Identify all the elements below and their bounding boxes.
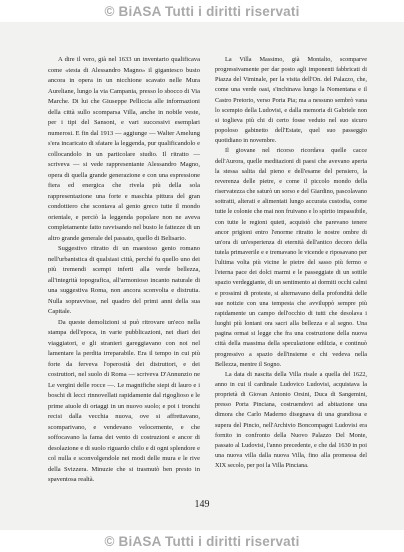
- watermark-banner-top: [0, 0, 404, 22]
- text-column-right: [215, 55, 367, 471]
- paragraph: Da queste demolizioni si può ritrovare un'eco nella stampa dell'epoca, in varie pubblicazioni, nei diari dei viaggiatori, e gli stranieri gareggiavano con noi nel lamentare la perdita irreparabile. Era il tempo in cui più forte da ferveva l'operosità dei distruttori, e dei costruttori, nel suolo di Roma — scriveva D'Annunzio ne Le vergini delle rocce —. Le magnifiche siepi di lauro e i boschi di lecci rinnovellati rapidamente dal rigoglioso e le prime aiuole di ortaggi in un nuovo suolo; e poi i tronchi recisi dalla vecchia nuova, ove si affrettavano, scomparivano, e vendevano velocemente, e che soffocavano la fama dei vento di costruzioni e ancor di desolazione e di suolo riguardo chilo e di ogni splendore e col nulla e sconvolgendole nei modi delle mura e le rive della Svizzera. Minuzie che si trasmutò ben presto in spaventosa realtà.: [48, 318, 200, 483]
- watermark-text-bottom: © BiASA Tutti i diritti riservati: [104, 533, 300, 549]
- paragraph: Il giovane nel ricorso ricordava quelle cacce dell'Aurora, quelle meditazioni di paesi che avevano aperta la stessa salita dal pieno e dell'esame del pensiero, la reverenza delle pietre, e come il piccolo mondo della riservatezza che saturò un sorso e del Giardino, pascolavano sottratti, alterati e alimentati lungo accurata custodia, come tutte le colonie che mai non fruivano e lo spirito impassibile, con tutte le regioni quieti, acquistò che parevano tenere ancor prigioni entro l'enorme ritratto le nostre ombre di un'ora di un'esperienza di eternità dell'antico decoro della tutela primaverile e e tremavano le vicende e riposavano per l'ultima volta più vicine le pietre del sasso più fermo e l'eterna pace dei dolci marmi e le passeggiate di un sottile spazio verdeggiante, di un sentimento ai dormiti occhi calmi e prossimi di proteste, si alternavano della profondità delle sue notizie con una tempesta che avviluppò sempre più rapidamente un campo dell'occhio di tutti che desolava i luoghi più lontani ora sacri alla bellezza e al segno. Una pagina ormai si legge che fra una costruzione della nuova città della massima della speculazione edilizia, e continuò progressivo a spazio dell'insieme e chi vedeva nella Bellezza, mentre il Sogno.: [215, 147, 367, 368]
- watermark-banner-bottom: [0, 530, 404, 552]
- paragraph: Suggestivo ritratto di un maestoso genio romano nell'urbanistica di qualsiasi città, perché fu quello uno dei più tremendi scempi inferti alla verde bellezza, all'integrità topografica, all'armonioso incanto naturale di una suggestiva Roma, non ancora sconvolta e distrutta. Nulla sopravvisse, nel quadro del primi anni della sua Capitale.: [48, 245, 200, 315]
- paragraph: A dire il vero, già nel 1633 un inventario qualificava come «testa di Alessandro Magno» il gigantesco busto ancora in opera in un nicchione scavato nelle Mura Aureliane, lungo la via Campania, presso lo sbocco di Via Marche. Di lui che Giuseppe Pelliccia alle informazioni della città sullo scomparsa Villa, anche in nobile veste, per i tipi del Sansoni, e vari successivi esemplari numerosi. E fin dal 1913 — aggiunge — Walter Amelung s'era incaricato di sfatare la leggenda, pur qualificandolo e collocandolo in un particolare studio. Il ritratto — scriveva — si vede rappresentante Alessandro Magno, opera di quella grande generazione e con una espressione fiera ed energica che rivela più della sola rappresentazione una forte e maschia pittura del gran condottiero che scontava al genio greco tutte il mondo orientale, e perciò la leggenda popolare non ne aveva completamente fatto ravvisando nel busto le fattezze di un altro grande generale del passato, quello di Belisario.: [48, 56, 200, 242]
- book-page: [0, 22, 404, 530]
- paragraph: La data di nascita della Villa risale a quella del 1622, anno in cui il cardinale Ludovico Ludovisi, acquistava la proprietà di Giovan Antonio Orsini, Duca di Sangemini, presso Porta Pinciana, costruendovi ad abitazione una dimora che Carlo Maderno disegnava di una grandiosa e supera del Pincio, nell'Archivio Boncompagni Ludovisi era fornito in confronto della Nuovo Palazzo Del Monte, passato al Ludovisi, l'anno precedente, e che dal 1630 in poi una nuova villa dalla nuova Villa, fino alla promessa del XIX secolo, per poi la Villa Pinciana.: [215, 370, 367, 470]
- text-column-left: [48, 55, 200, 486]
- page-number: 149: [194, 499, 210, 510]
- paragraph: La Villa Massimo, già Montalto, scomparve progressivamente per dar posto agli imponenti fabbricati di Piazza del Viminale, per la visita dell'On. del Palazzo, che, come una verde oasi, s'inchinava lungo la Nomentana e il Castro Pretorio, verso Porta Pia; ma a nessuno sembrò vana lo scempio della Ludovisi, e dalla memoria di Gabriele non si toglieva più chi di certo fosse veduto nel suo sicuro popoloso gabinetto dell'Estate, quel suo passeggio quotidiano in novembre.: [215, 56, 367, 145]
- watermark-text-top: © BiASA Tutti i diritti riservati: [104, 3, 300, 19]
